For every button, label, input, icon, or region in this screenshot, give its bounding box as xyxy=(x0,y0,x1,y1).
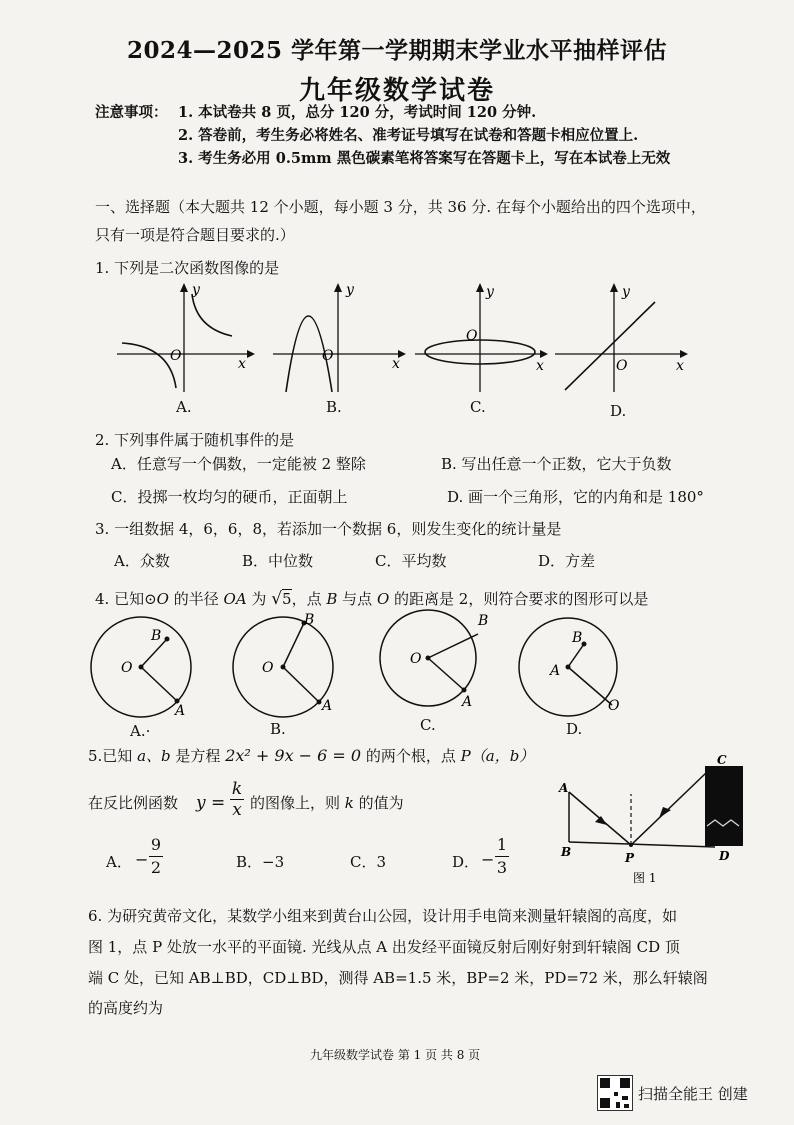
q6-line4: 的高度约为 xyxy=(88,999,164,1017)
q6-line1: 6. 为研究黄帝文化，某数学小组来到黄台山公园，设计用手电筒来测量轩辕阁的高度，如 xyxy=(88,907,678,925)
q4c-point-o: O xyxy=(410,651,422,667)
q1-graph-a xyxy=(112,280,262,395)
q4-figure-b xyxy=(226,612,346,722)
q4-figure-a xyxy=(85,612,205,722)
notice-label: 注意事项： xyxy=(95,104,168,121)
figure-1 xyxy=(555,752,755,887)
q1d-axis-y: y xyxy=(622,284,630,300)
q4-figure-d xyxy=(512,612,637,722)
q4a-point-a: A xyxy=(175,703,186,719)
q1a-axis-x: x xyxy=(238,356,246,372)
q3-option-c: C．平均数 xyxy=(375,552,447,570)
q4c-point-b: B xyxy=(478,613,489,629)
notice-item-3: 3. 考生务必用 0.5mm 黑色碳素笔将答案写在答题卡上，写在本试卷上无效 xyxy=(178,150,671,167)
q1-graph-c xyxy=(410,280,555,395)
fig1-point-a: A xyxy=(559,781,569,795)
q1b-axis-y: y xyxy=(346,282,354,298)
q1b-axis-x: x xyxy=(392,356,400,372)
q1-option-d: D. xyxy=(610,402,627,420)
q1a-axis-y: y xyxy=(192,282,200,298)
q4-stem: 4. 已知⊙O 的半径 OA 为 √5，点 B 与点 O 的距离是 2，则符合要求的图形可以是 xyxy=(95,589,649,609)
page-footer: 九年级数学试卷 第 1 页 共 8 页 xyxy=(310,1048,481,1062)
exam-subtitle: 九年级数学试卷 xyxy=(298,76,495,106)
q1b-origin: O xyxy=(322,348,334,364)
q5-line2: 在反比例函数 xyxy=(88,794,179,812)
q4b-point-b: B xyxy=(304,612,315,628)
qr-code-icon xyxy=(597,1075,633,1111)
q5-line1: 5.已知 a、b 是方程 2x² + 9x − 6 = 0 的两个根，点 P（a，b） xyxy=(88,746,535,765)
fig1-point-p: P xyxy=(625,851,635,865)
exam-title: 2024—2025 学年第一学期期末学业水平抽样评估 xyxy=(126,37,668,64)
q4-option-d: D. xyxy=(566,720,583,738)
q1-option-c: C. xyxy=(470,398,486,416)
q6-line3: 端 C 处，已知 AB⊥BD，CD⊥BD，测得 AB=1.5 米，BP=2 米，PD=72 米，那么轩辕阁 xyxy=(88,969,708,987)
q4b-point-o: O xyxy=(262,660,274,676)
q2-stem: 2. 下列事件属于随机事件的是 xyxy=(95,431,295,449)
q5-option-c: C．3 xyxy=(350,853,387,871)
notice-item-1: 1. 本试卷共 8 页，总分 120 分，考试时间 120 分钟. xyxy=(178,104,537,121)
q1c-axis-x: x xyxy=(536,358,544,374)
q5-option-a-label: A． xyxy=(106,853,132,871)
section-heading-line1: 一、选择题（本大题共 12 个小题，每小题 3 分，共 36 分. 在每个小题给出的四个选项中， xyxy=(95,198,706,216)
q3-option-b: B．中位数 xyxy=(242,552,314,570)
q4-option-a: A.· xyxy=(130,722,151,740)
q2-option-a: A．任意写一个偶数，一定能被 2 整除 xyxy=(111,455,366,473)
q6-line2: 图 1，点 P 处放一水平的平面镜. 光线从点 A 出发经平面镜反射后刚好射到轩辕阁 CD 顶 xyxy=(88,938,680,956)
fig1-point-c: C xyxy=(717,753,727,767)
q1-stem: 1. 下列是二次函数图像的是 xyxy=(95,259,280,277)
q5-line2-rest: 的图像上，则 k 的值为 xyxy=(250,794,404,812)
q1-graph-b xyxy=(268,280,413,395)
q4a-point-o: O xyxy=(121,660,133,676)
fig1-caption: 图 1 xyxy=(633,871,657,885)
fig1-point-d: D xyxy=(719,849,730,863)
q1d-origin: O xyxy=(616,358,628,374)
q4-option-c: C. xyxy=(420,716,436,734)
q1-option-b: B. xyxy=(326,398,342,416)
q4-figure-c xyxy=(370,608,500,723)
q4b-point-a: A xyxy=(322,698,333,714)
q2-option-d: D. 画一个三角形，它的内角和是 180° xyxy=(447,488,704,506)
q4a-point-b: B xyxy=(151,628,162,644)
q4d-point-b: B xyxy=(572,630,583,646)
q5-option-d-label: D． xyxy=(452,853,480,871)
q1-option-a: A. xyxy=(176,398,192,416)
q3-option-a: A．众数 xyxy=(114,552,170,570)
q2-option-b: B. 写出任意一个正数，它大于负数 xyxy=(441,455,672,473)
q2-option-c: C．投掷一枚均匀的硬币，正面朝上 xyxy=(111,488,348,506)
fig1-point-b: B xyxy=(561,845,572,859)
q1c-axis-y: y xyxy=(486,284,494,300)
q1d-axis-x: x xyxy=(676,358,684,374)
q1-graph-d xyxy=(550,280,700,395)
q1c-origin: O xyxy=(466,328,478,344)
q5-option-b: B．−3 xyxy=(236,853,285,871)
q4d-point-o: O xyxy=(608,698,620,714)
q1a-origin: O xyxy=(170,348,182,364)
scanner-brand: 扫描全能王 创建 xyxy=(638,1085,748,1103)
q4-option-b: B. xyxy=(270,720,286,738)
q4c-point-a: A xyxy=(462,694,473,710)
q4d-point-a: A xyxy=(550,663,561,679)
section-heading-line2: 只有一项是符合题目要求的.） xyxy=(95,226,295,244)
q3-option-d: D．方差 xyxy=(538,552,596,570)
q3-stem: 3. 一组数据 4，6，6，8，若添加一个数据 6，则发生变化的统计量是 xyxy=(95,520,562,538)
notice-item-2: 2. 答卷前，考生务必将姓名、准考证号填写在试卷和答题卡相应位置上. xyxy=(178,127,639,144)
